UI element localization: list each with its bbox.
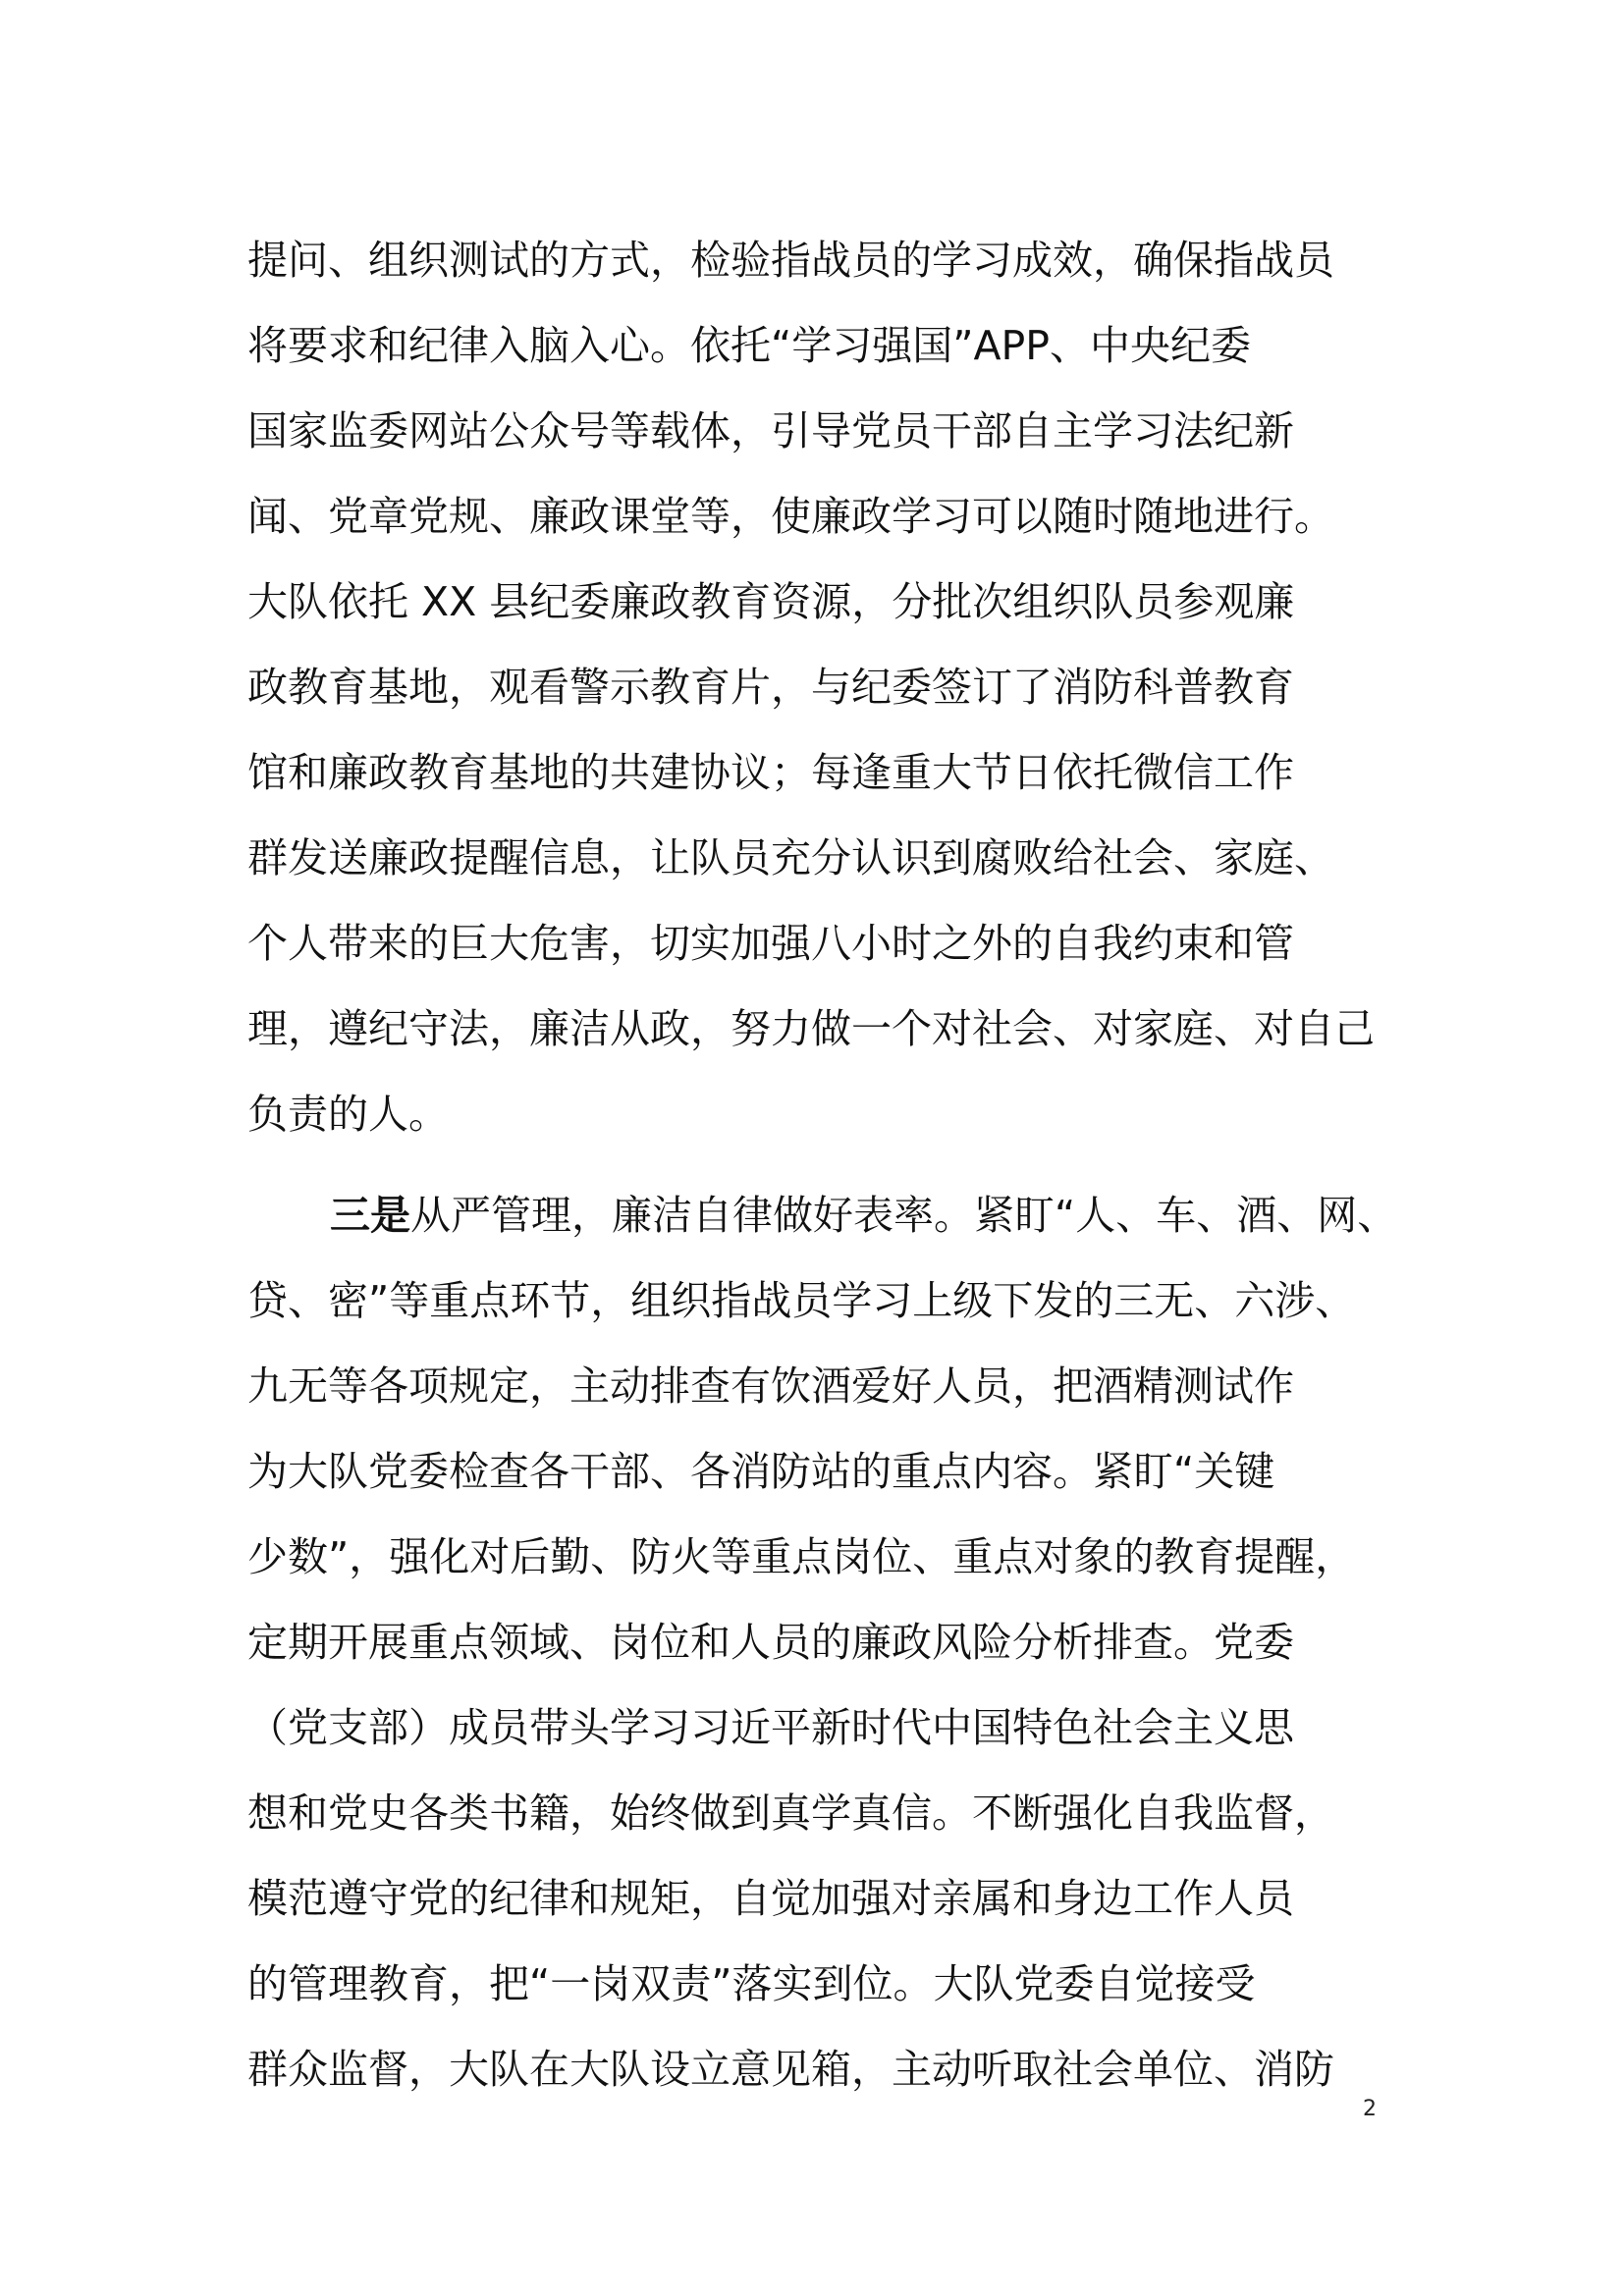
text-line: 为大队党委检查各干部、各消防站的重点内容。紧盯“关键 — [247, 1448, 1275, 1495]
text-line: 个人带来的巨大危害，切实加强八小时之外的自我约束和管 — [247, 920, 1294, 967]
text-line: 想和党史各类书籍，始终做到真学真信。不断强化自我监督， — [247, 1789, 1334, 1837]
text-line: 的管理教育，把“一岗双责”落实到位。大队党委自觉接受 — [247, 1960, 1256, 2007]
document-body — [247, 218, 1398, 2112]
paragraph-lead-heading: 三是 — [330, 1192, 410, 1239]
first-line-rest: 从严管理，廉洁自律做好表率。紧盯“人、车、酒、网、 — [410, 1192, 1398, 1239]
text-line: 贷、密”等重点环节，组织指战员学习上级下发的三无、六涉、 — [247, 1277, 1356, 1324]
text-line: 大队依托 XX 县纪委廉政教育资源，分批次组织队员参观廉 — [247, 578, 1295, 625]
text-line: 群众监督，大队在大队设立意见箱，主动听取社会单位、消防 — [247, 2046, 1334, 2093]
page-number: 2 — [1363, 2097, 1377, 2121]
text-line-first — [247, 1173, 1398, 1258]
text-line: （党支部）成员带头学习习近平新时代中国特色社会主义思 — [247, 1704, 1294, 1751]
text-line: 九无等各项规定，主动排查有饮酒爱好人员，把酒精测试作 — [247, 1362, 1294, 1410]
text-line: 将要求和纪律入脑入心。依托“学习强国”APP、中央纪委 — [247, 322, 1251, 369]
paragraph-spacer — [247, 1157, 1386, 1173]
text-line: 馆和廉政教育基地的共建协议；每逢重大节日依托微信工作 — [247, 749, 1294, 796]
text-line: 提问、组织测试的方式，检验指战员的学习成效，确保指战员 — [247, 237, 1334, 284]
text-line: 定期开展重点领域、岗位和人员的廉政风险分析排查。党委 — [247, 1619, 1294, 1666]
text-line: 负责的人。 — [247, 1091, 449, 1138]
text-line: 政教育基地，观看警示教育片，与纪委签订了消防科普教育 — [247, 664, 1294, 711]
text-line: 国家监委网站公众号等载体，引导党员干部自主学习法纪新 — [247, 407, 1294, 454]
text-line: 群发送廉政提醒信息，让队员充分认识到腐败给社会、家庭、 — [247, 834, 1334, 881]
text-line: 模范遵守党的纪律和规矩，自觉加强对亲属和身边工作人员 — [247, 1875, 1294, 1922]
text-line: 理，遵纪守法，廉洁从政，努力做一个对社会、对家庭、对自己 — [247, 1005, 1375, 1052]
text-line: 闻、党章党规、廉政课堂等，使廉政学习可以随时随地进行。 — [247, 493, 1334, 540]
text-line: 少数”，强化对后勤、防火等重点岗位、重点对象的教育提醒， — [247, 1533, 1356, 1580]
paragraph-2 — [247, 1173, 1398, 2112]
paragraph-1 — [247, 218, 1386, 1157]
